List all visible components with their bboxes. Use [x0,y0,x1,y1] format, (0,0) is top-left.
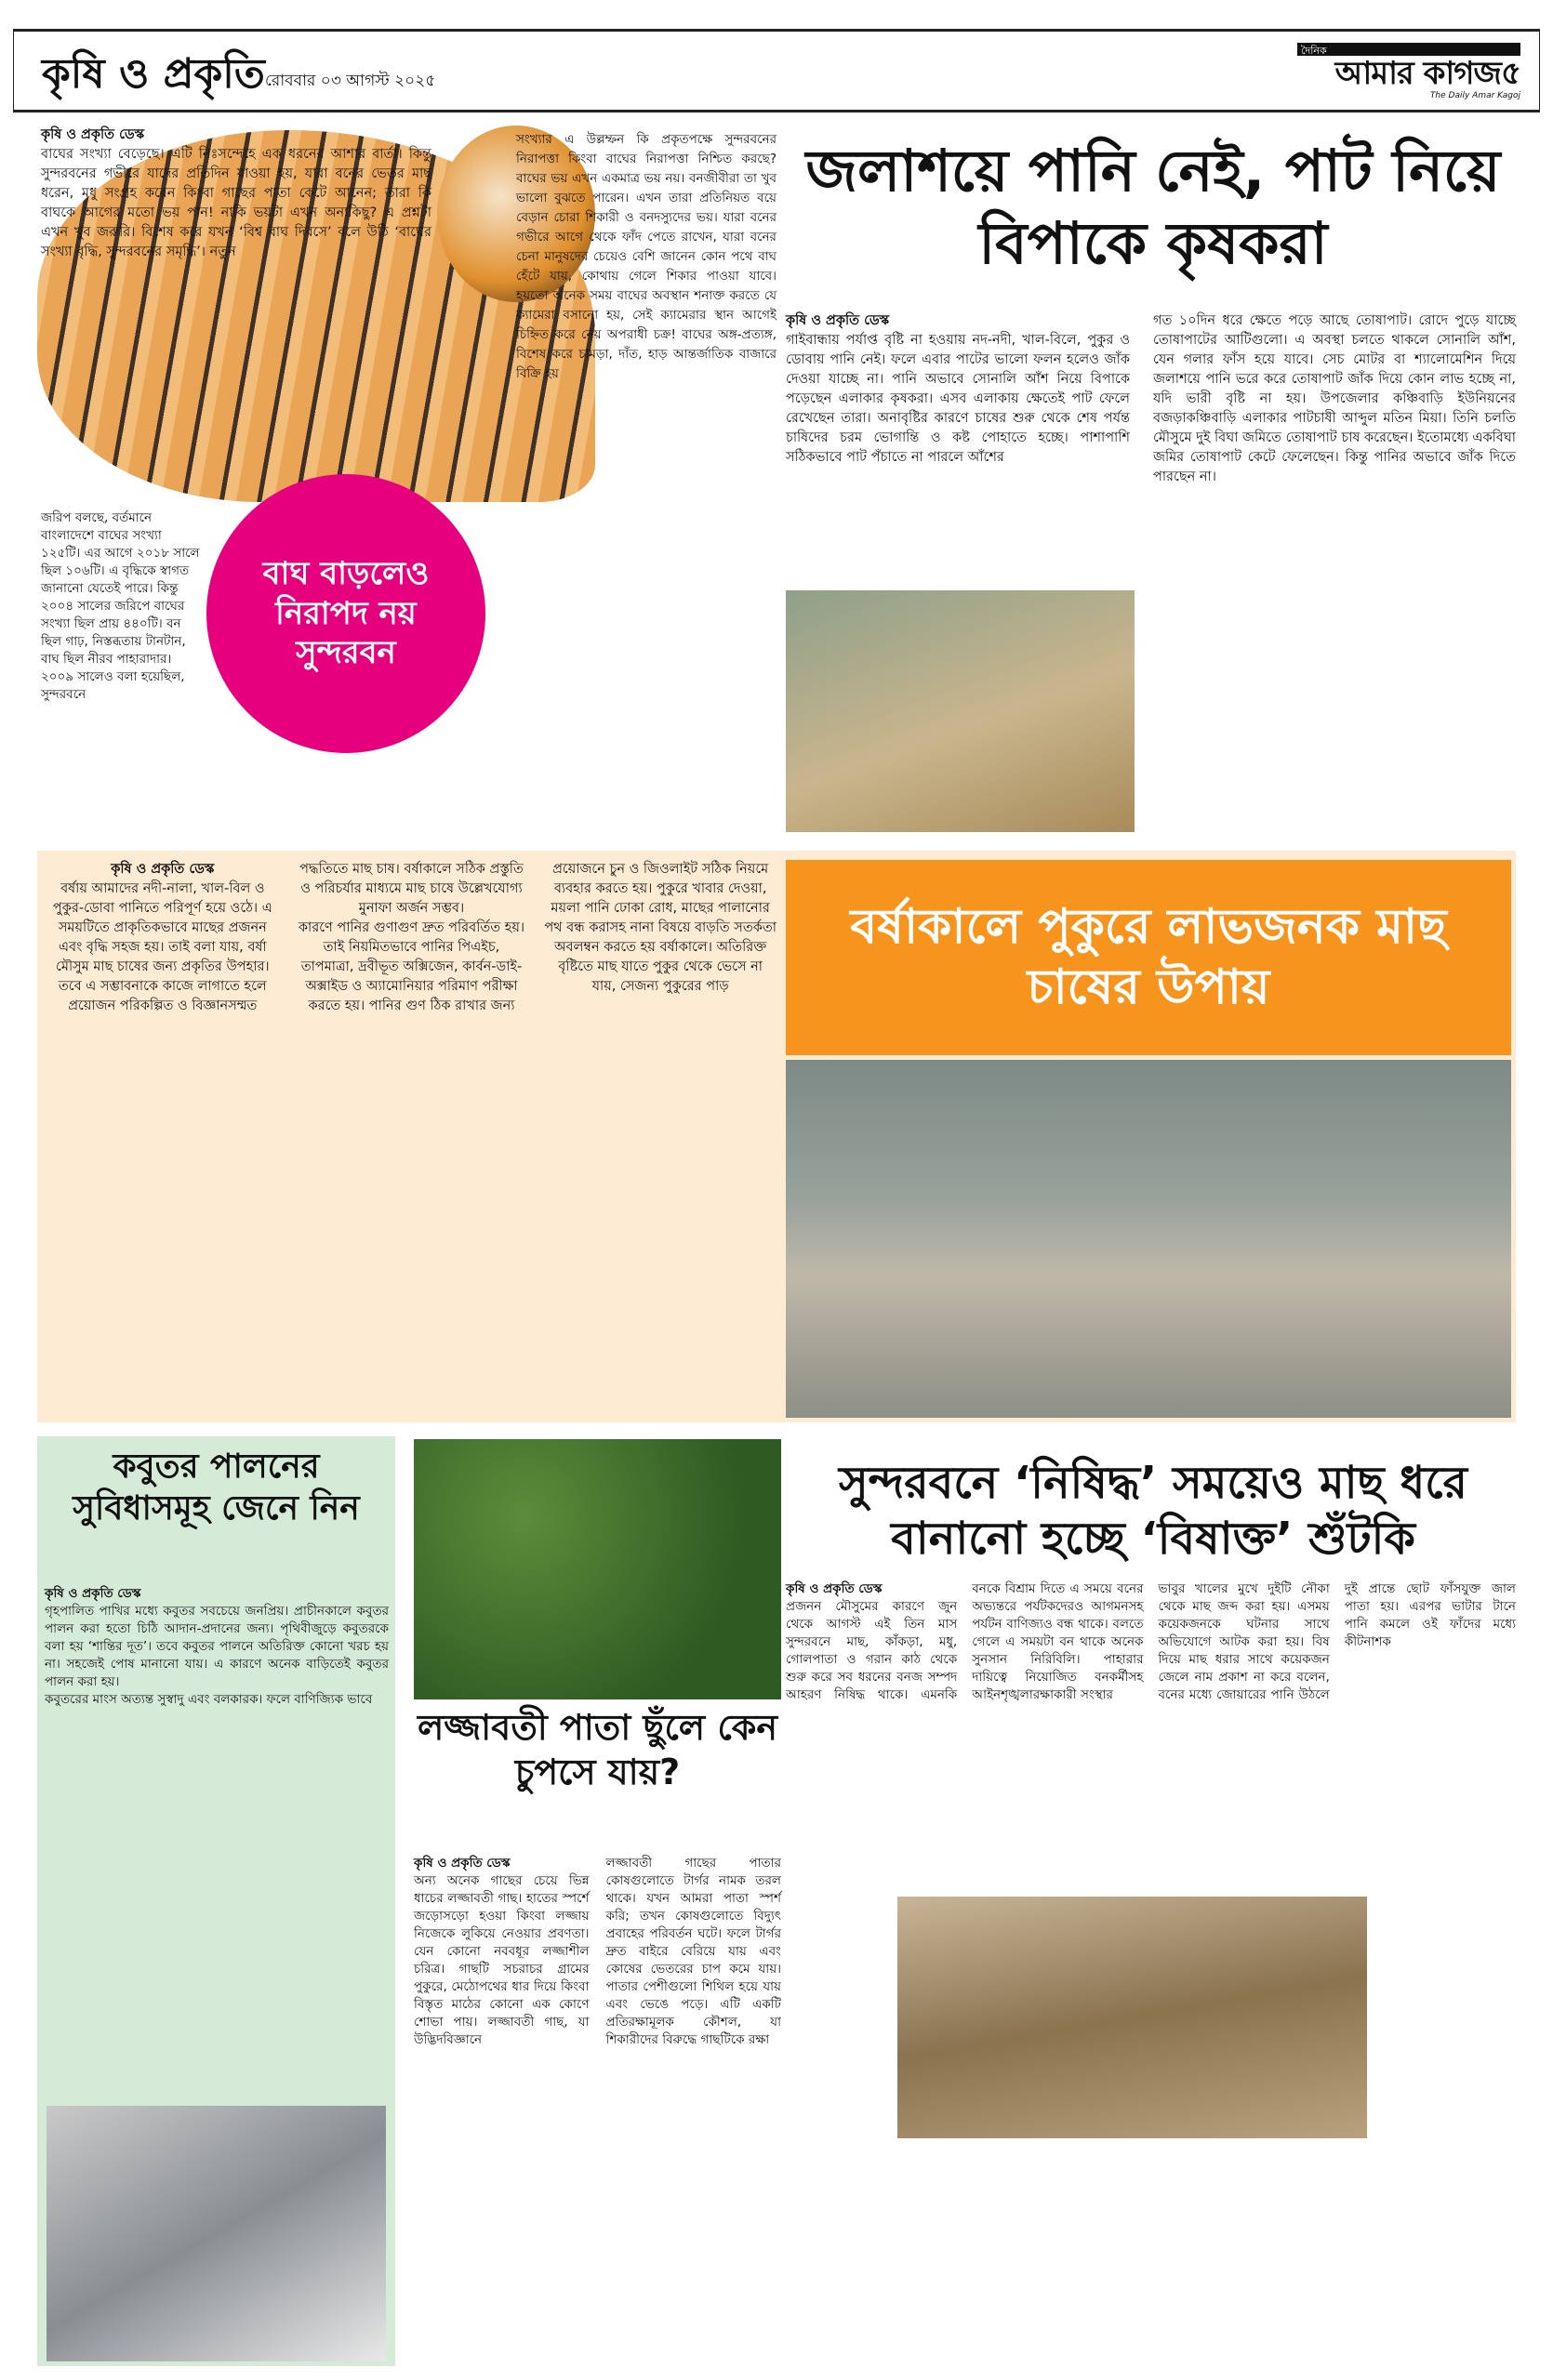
desk-byline: কৃষি ও প্রকৃতি ডেস্ক [786,313,890,328]
tiger-article-lead [41,126,431,262]
article-text: বর্ষায় আমাদের নদী-নালা, খাল-বিল ও পুকুর-ডোবা পানিতে পরিপূর্ণ হয়ে ওঠে। এ সময়টিতে প্রাকৃতিকভাবে মাছের প্রজনন এবং বৃদ্ধি সহজ হয়। তাই বলা যায়, বর্ষা মৌসুম মাছ চাষের জন্য প্রকৃতির উপহার। তবে এ সম্ভাবনাকে কাজে লাগাতে হলে প্রয়োজন পরিকল্পিত ও বিজ্ঞানসম্মত পদ্ধতিতে মাছ চাষ। বর্ষাকালে সঠিক প্রস্তুতি ও পরিচর্যার মাধ্যমে মাছ চাষে উল্লেখযোগ্য মুনাফা অর্জন সম্ভব। [52,862,524,1013]
jute-article-lead [786,311,1130,468]
dried-fish-photo [897,1897,1367,2138]
article-text: অন্য অনেক গাছের চেয়ে ভিন্ন ধাচের লজ্জাবতী গাছ। হাতের স্পর্শে জড়োসড়ো হওয়া কিংবা লজ্জায় নিজেকে লুকিয়ে নেওয়ার প্রবণতা। যেন কোনো নববধূর লজ্জাশীল চরিত্র। গাছটি সচরাচর গ্রামের পুকুরে, মেঠোপথের ধার দিয়ে কিংবা বিস্তৃত মাঠের কোনো এক কোণে শোভা পায়। লজ্জাবতী গাছ, যা উদ্ভিদবিজ্ঞানে [414,1873,590,2047]
desk-byline: কৃষি ও প্রকৃতি ডেস্ক [786,1581,883,1596]
fish-netting-photo [786,1060,1511,1418]
newspaper-logo [1297,43,1520,108]
desk-byline: কৃষি ও প্রকৃতি ডেস্ক [41,127,145,142]
jute-headline: জলাশয়ে পানি নেই, পাট নিয়ে বিপাকে কৃষকরা [805,137,1501,277]
article-text: লজ্জাবতী গাছের পাতার কোষগুলোতে টার্গর নামক তরল থাকে। যখন আমরা পাতা স্পর্শ করি; তখন কোষগুলোতে বিদ্যুৎ প্রবাহের পরিবর্তন ঘটে। ফলে টার্গর দ্রুত বাইরে বেরিয়ে যায় এবং কোষের ভেতরের চাপ কমে যায়। পাতার পেশীগুলো শিথিল হয়ে যায় এবং ভেঙে পড়ে। এটি একটি প্রতিরক্ষামূলক কৌশল, যা শিকারীদের বিরুদ্ধে গাছটিকে রক্ষা [605,1856,781,2047]
jute-field-photo [786,590,1135,832]
mimosa-article-text [414,1855,781,2361]
sundarban-headline: সুন্দরবনে ‘নিষিদ্ধ’ সময়েও মাছ ধরে বানানো হচ্ছে ‘বিষাক্ত’ শুঁটকি [839,1457,1467,1565]
logo-top: দৈনিক [1297,43,1520,56]
sundarban-article-text [786,1580,1516,1878]
fish-article-text [46,860,776,1413]
pigeon-article-text [45,1585,389,1709]
desk-byline: কৃষি ও প্রকৃতি ডেস্ক [111,862,215,877]
jute-article-text-2: গত ১০দিন ধরে ক্ষেতে পড়ে আছে তোষাপাট। রোদে পুড়ে যাচ্ছে তোষাপাটের আটিগুলো। এ অবস্থা চলতে থাকলে সোনালি আঁশ, যেন গলার ফাঁস হয়ে যাবে। সেচ মোটর বা শ্যালোমেশিন দিয়ে জলাশয়ে পানি ভরে করে তোষাপাট জাঁক দিয়ে কোন লাভ হচ্ছে না, যদি ভারী বৃষ্টি না হয়। উপজেলার কঞ্চিবাড়ি ইউনিয়নের বজড়াকঞ্চিবাড়ি এলাকার পাটচাষী আব্দুল মতিন মিয়া। তিনি চলতি মৌসুমে দুই বিঘা জমিতে তোষাপাট চাষ করেছেন। ইতোমধ্যে একবিঘা জমির তোষাপাট কেটে ফেলেছেন। কিন্তু পানির অভাবে জাঁক দিতে পারছেন না। [1153,313,1516,484]
tiger-article-text-3: সংখ্যার এ উল্লম্ফন কি প্রকৃতপক্ষে সুন্দরবনের নিরাপত্তা কিংবা বাঘের নিরাপত্তা নিশ্চিত করছে? বাঘের ভয় এখন একমাত্র ভয় নয়। বনজীবীরা তা খুব ভালো বুঝতে পারেন। এখন তারা প্রতিনিয়ত বয়ে বেড়ান চোরা শিকারী ও বনদস্যুদের ভয়। যারা বনের গভীরে আগে থেকে ফাঁদ পেতে রাখেন, যারা বনের চেনা মানুষদের চেয়েও বেশি জানেন কোন পথে বাঘ হেঁটে যায়, কোথায় গেলে শিকার পাওয়া যাবে। হয়তো অনেক সময় বাঘের অবস্থান শনাক্ত করতে যে ক্যামেরা বসানো হয়, সেই ক্যামেরার স্থান আগেই চিহ্নিত করে নেয় অপরাধী চক্র! বাঘের অঙ্গ-প্রত্যঙ্গ, বিশেষ করে চামড়া, দাঁত, হাড় আন্তর্জাতিক বাজারে বিক্রি হয় [516,132,776,381]
article-text: গৃহপালিত পাখির মধ্যে কবুতর সবচেয়ে জনপ্রিয়। প্রাচীনকালে কবুতর পালন করা হতো চিঠি আদান-প্রদানের জন্য। পৃথিবীজুড়ে কবুতরকে বলা হয় ‘শান্তির দূত’। তবে কবুতর পালনে অতিরিক্ত কোনো খরচ হয় না। সহজেই পোষ মানানো যায়। এ কারণে অনেক বাড়িতেই কবুতর পালন করা হয়। [45,1604,389,1689]
fish-headline: বর্ষাকালে পুকুরে লাভজনক মাছ চাষের উপায় [786,860,1511,1055]
masthead [13,29,1540,112]
logo-name: আমার কাগজ [1334,55,1501,92]
page-number: ৫ [1500,55,1520,92]
section-title: কৃষি ও প্রকৃতি [42,50,265,98]
mimosa-plant-photo [414,1439,781,1699]
issue-date: রোববার ০৩ আগস্ট ২০২৫ [265,72,436,90]
mimosa-headline: লজ্জাবতী পাতা ছুঁলে কেন চুপসে যায়? [417,1707,778,1792]
article-text: গাইবান্ধায় পর্যাপ্ত বৃষ্টি না হওয়ায় নদ-নদী, খাল-বিলে, পুকুর ও ডোবায় পানি নেই। ফলে এবার পাটের ভালো ফলন হলেও জাঁক দেওয়া যাচ্ছে না। পানি অভাবে সোনালি আঁশ নিয়ে বিপাকে পড়েছেন এলাকার কৃষকরা। এসব এলাকায় ক্ষেতেই পাট ফেলে রেখেছেন তারা। অনাবৃষ্টির কারণে চাষের শুরু থেকে শেষ পর্যন্ত চাষিদের চরম ভোগান্তি ও কষ্ট পোহাতে হচ্ছে। পাশাপাশি সঠিকভাবে পাট পঁচাতে না পারলে আঁশের [786,333,1130,465]
article-text: ভাবুর খালের মুখে দুইটি নৌকা থেকে মাছ জব্দ করা হয়। এসময় কয়েকজনকে ঘটনার সাথে অভিযোগে আটক করা হয়। বিষ দিয়ে মাছ ধরার সাথে কয়েকজন জেলে নাম প্রকাশ না করে বলেন, বনের মধ্যে জোয়ারের পানি উঠলে দুই প্রান্তে ছোট ফাঁসযুক্ত জাল পাতা হয়। এরপর ভাটার টানে পানি কমলে ওই ফাঁদের মধ্যে কীটনাশক [1158,1581,1516,1702]
article-text: কারণে পানির গুণাগুণ দ্রুত পরিবর্তিত হয়। তাই নিয়মিতভাবে পানির পিএইচ, তাপমাত্রা, দ্রবীভূত অক্সিজেন, কার্বন-ডাই-অক্সাইড ও অ্যামোনিয়ার পরিমাণ পরীক্ষা করতে হয়। পানির গুণ ঠিক রাখার জন্য প্রয়োজনে চুন ও জিওলাইট সঠিক নিয়মে ব্যবহার করতে হয়। পুকুরে খাবার দেওয়া, ময়লা পানি ঢোকা রোধ, মাছের পালানোর পথ বন্ধ করাসহ নানা বিষয়ে বাড়তি সতর্কতা অবলম্বন করতে হয় বর্ষাকালে। অতিরিক্ত বৃষ্টিতে মাছ যাতে পুকুর থেকে ভেসে না যায়, সেজন্য পুকুরের পাড় [298,862,776,1013]
tiger-callout-headline: বাঘ বাড়লেও নিরাপদ নয় সুন্দরবন [206,474,485,753]
article-text: প্রজনন মৌসুমের কারণে জুন থেকে আগস্ট এই তিন মাস সুন্দরবনে মাছ, কাঁকড়া, মধু, গোলপাতা ও গরান কাঠ থেকে শুরু করে সব ধরনের বনজ সম্পদ আহরণ নিষিদ্ধ থাকে। এমনকি বনকে বিশ্রাম দিতে এ সময়ে বনের অভ্যন্তরে পর্যটকদেরও আগমনসহ পর্যটন বাণিজ্যও বন্ধ থাকে। বলতে গেলে এ সময়টা বন থাকে অনেক সুনসান নিরিবিলি। পাহারার দায়িত্বে নিয়োজিত বনকর্মীসহ আইনশৃঙ্খলারক্ষাকারী সংস্থার [786,1581,1144,1702]
article-text: বাঘের সংখ্যা বেড়েছে। এটি নিঃসন্দেহে এক ধরনের আশার বার্তা। কিন্তু সুন্দরবনের গভীরে যাদের প্রতিদিন যাওয়া হয়, যারা বনের ভেতর মাছ ধরেন, মধু সংগ্রহ করেন কিংবা গাছের পাতা কেটে আনেন; তারা কি বাঘকে আগের মতো ভয় পান! নাকি ভয়টা এখন অন্যকিছু? এ প্রশ্নটা এখন খুব জরুরি। বিশেষ করে যখন ‘বিশ্ব বাঘ দিবসে’ বলে উঠি ‘বাঘের সংখ্যা বৃদ্ধি, সুন্দরবনের সমৃদ্ধি’। নতুন [41,147,431,259]
desk-byline: কৃষি ও প্রকৃতি ডেস্ক [45,1586,141,1601]
tiger-article-text-2: জরিপ বলছে, বর্তমানে বাংলাদেশে বাঘের সংখ্যা ১২৫টি। এর আগে ২০১৮ সালে ছিল ১০৬টি। এ বৃদ্ধিকে স্বাগত জানানো যেতেই পারে। কিন্তু ২০০৪ সালের জরিপে বাঘের সংখ্যা ছিল প্রায় ৪৪০টি। বন ছিল গাঢ়, নিস্তব্ধতায় টানটান, বাঘ ছিল নীরব পাহারাদার। ২০০৯ সালেও বলা হয়েছিল, সুন্দরবনে [41,510,200,702]
desk-byline: কৃষি ও প্রকৃতি ডেস্ক [414,1856,511,1871]
pigeon-photo [46,2106,386,2361]
pigeon-headline: কবুতর পালনের সুবিধাসমূহ জেনে নিন [73,1448,360,1527]
logo-subtitle: The Daily Amar Kagoj [1429,91,1520,100]
article-text: কবুতরের মাংস অত্যন্ত সুস্বাদু এবং বলকারক। ফলে বাণিজ্যিক ভাবে [45,1692,373,1707]
